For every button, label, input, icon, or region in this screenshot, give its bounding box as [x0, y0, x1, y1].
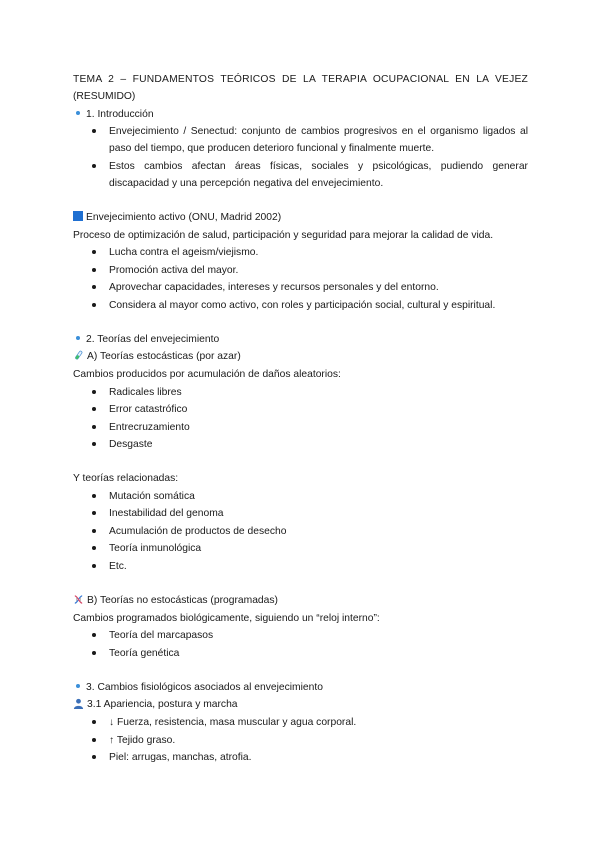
- programmed-intro: Cambios programados biológicamente, siguiendo un “reloj interno”:: [73, 613, 380, 624]
- physiological-change-item: ↑ Tejido graso.: [109, 735, 176, 746]
- intro-item-1-line-2: paso del tiempo, que producen deterioro funcional y finalmente muerte.: [109, 143, 435, 154]
- bullet-icon: [92, 129, 96, 133]
- intro-item-1-line-1: Envejecimiento / Senectud: conjunto de cambios progresivos en el organismo ligados al: [109, 126, 528, 137]
- bullet-icon: [92, 546, 96, 550]
- small-blue-dot-icon: [76, 336, 80, 340]
- section-3-heading-text: 3. Cambios fisiológicos asociados al envejecimiento: [86, 682, 323, 693]
- stochastic-item: Radicales libres: [109, 387, 182, 398]
- bullet-icon: [92, 164, 96, 168]
- bullet-icon: [92, 720, 96, 724]
- person-silhouette-icon: [73, 698, 84, 709]
- related-theory-item: Inestabilidad del genoma: [109, 508, 224, 519]
- programmed-heading-text: B) Teorías no estocásticas (programadas): [87, 595, 278, 606]
- programmed-heading: [73, 594, 278, 607]
- bullet-icon: [92, 303, 96, 307]
- bullet-icon: [92, 268, 96, 272]
- active-aging-intro: Proceso de optimización de salud, participación y seguridad para mejorar la calidad de vida.: [73, 230, 494, 241]
- active-aging-item: Considera al mayor como activo, con roles y participación social, cultural y espiritual.: [109, 300, 496, 311]
- stochastic-heading-text: A) Teorías estocásticas (por azar): [87, 351, 241, 362]
- bullet-icon: [92, 390, 96, 394]
- section-2-heading-text: 2. Teorías del envejecimiento: [86, 334, 220, 345]
- bullet-icon: [92, 633, 96, 637]
- dna-icon: [73, 594, 84, 605]
- appearance-heading-text: 3.1 Apariencia, postura y marcha: [87, 699, 238, 710]
- section-1-heading-text: 1. Introducción: [86, 109, 154, 120]
- programmed-item: Teoría del marcapasos: [109, 630, 214, 641]
- bullet-icon: [92, 511, 96, 515]
- bullet-icon: [92, 651, 96, 655]
- stochastic-intro: Cambios producidos por acumulación de daños aleatorios:: [73, 369, 341, 380]
- bullet-icon: [92, 442, 96, 446]
- related-theory-item: Acumulación de productos de desecho: [109, 526, 287, 537]
- bullet-icon: [92, 529, 96, 533]
- bullet-icon: [92, 494, 96, 498]
- active-aging-item: Promoción activa del mayor.: [109, 265, 239, 276]
- bullet-icon: [92, 755, 96, 759]
- bullet-icon: [92, 407, 96, 411]
- bullet-icon: [92, 250, 96, 254]
- section-3-heading: [76, 681, 323, 694]
- active-aging-heading-text: Envejecimiento activo (ONU, Madrid 2002): [86, 212, 282, 223]
- section-1-heading: [76, 108, 154, 121]
- bullet-icon: [92, 425, 96, 429]
- related-theory-item: Mutación somática: [109, 491, 195, 502]
- document-title-line-2: (RESUMIDO): [73, 91, 136, 102]
- physiological-change-item: ↓ Fuerza, resistencia, masa muscular y agua corporal.: [109, 717, 357, 728]
- physiological-change-item: Piel: arrugas, manchas, atrofia.: [109, 752, 252, 763]
- active-aging-item: Lucha contra el ageism/viejismo.: [109, 247, 259, 258]
- related-theory-item: Teoría inmunológica: [109, 543, 202, 554]
- small-blue-dot-icon: [76, 684, 80, 688]
- bullet-icon: [92, 738, 96, 742]
- active-aging-heading: [73, 211, 281, 224]
- stochastic-item: Desgaste: [109, 439, 153, 450]
- active-aging-item: Aprovechar capacidades, intereses y recursos personales y del entorno.: [109, 282, 439, 293]
- document-title-line-1: TEMA 2 – FUNDAMENTOS TEÓRICOS DE LA TERAPIA OCUPACIONAL EN LA VEJEZ: [73, 74, 528, 85]
- blue-square-icon: [73, 211, 83, 221]
- stochastic-item: Entrecruzamiento: [109, 422, 190, 433]
- bullet-icon: [92, 564, 96, 568]
- test-tube-icon: [73, 350, 84, 361]
- appearance-heading: [73, 698, 238, 711]
- stochastic-heading: [73, 350, 241, 363]
- related-theory-item: Etc.: [109, 561, 127, 572]
- programmed-item: Teoría genética: [109, 648, 180, 659]
- stochastic-item: Error catastrófico: [109, 404, 188, 415]
- intro-item-2-line-2: discapacidad y una percepción negativa del envejecimiento.: [109, 178, 384, 189]
- related-theories-intro: Y teorías relacionadas:: [73, 473, 179, 484]
- intro-item-2-line-1: Estos cambios afectan áreas físicas, sociales y psicológicas, pudiendo generar: [109, 161, 528, 172]
- small-blue-dot-icon: [76, 111, 80, 115]
- section-2-heading: [76, 333, 219, 346]
- bullet-icon: [92, 285, 96, 289]
